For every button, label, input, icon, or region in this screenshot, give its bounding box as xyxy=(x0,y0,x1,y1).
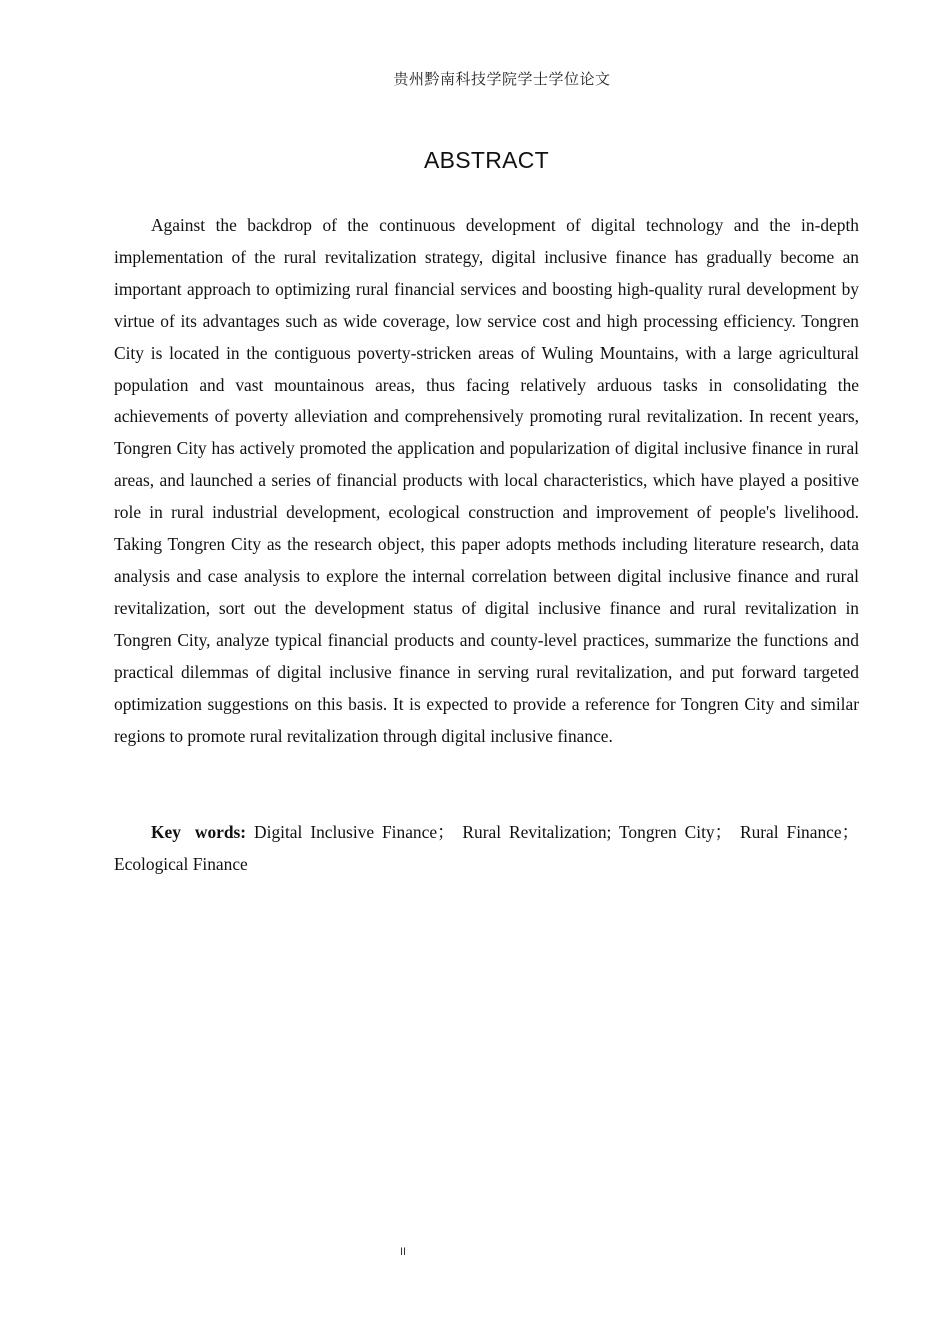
abstract-title: ABSTRACT xyxy=(423,147,550,173)
abstract-body: Against the backdrop of the continuous development of digital technology and the in-depth implementation of the rural revitalization strategy, digital inclusive finance has gradually become an important approach to optimizing rural financial services and boosting high-quality rural development by virtue of its advantages such as wide coverage, low service cost and high processing efficiency. Tongren City is located in the contiguous poverty-stricken areas of Wuling Mountains, with a large agricultural population and vast mountainous areas, thus facing relatively arduous tasks in consolidating the achievements of poverty alleviation and comprehensively promoting rural revitalization. In recent years, Tongren City has actively promoted the application and popularization of digital inclusive finance in rural areas, and launched a series of financial products with local characteristics, which have played a positive role in rural industrial development, ecological construction and improvement of people's livelihood. Taking Tongren City as the research object, this paper adopts methods including literature research, data analysis and case analysis to explore the internal correlation between digital inclusive finance and rural revitalization, sort out the development status of digital inclusive finance and rural revitalization in Tongren City, analyze typical financial products and county-level practices, summarize the functions and practical dilemmas of digital inclusive finance in serving rural revitalization, and put forward targeted optimization suggestions on this basis. It is expected to provide a reference for Tongren City and similar regions to promote rural revitalization through digital inclusive finance. xyxy=(114,215,859,746)
running-header xyxy=(0,68,950,89)
keywords-paragraph xyxy=(114,817,859,881)
keywords-label: Key words: xyxy=(151,822,247,842)
page-number: II xyxy=(400,1246,407,1258)
keywords-text: Digital Inclusive Finance； Rural Revitalization; Tongren City； Rural Finance；Ecological Finance xyxy=(114,822,859,874)
running-header-text: 贵州黔南科技学院学士学位论文 xyxy=(393,70,611,88)
